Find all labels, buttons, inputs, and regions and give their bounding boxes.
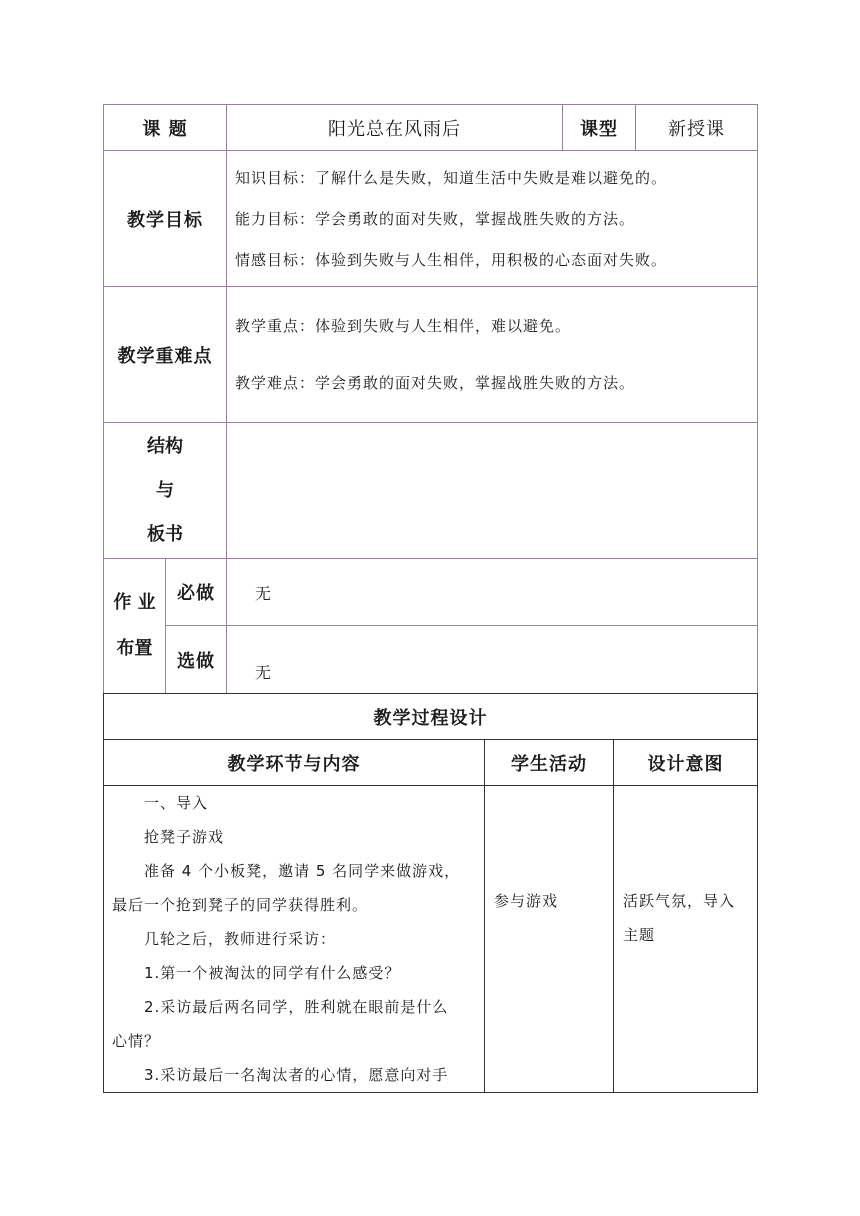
column-header-intent: 设计意图 (614, 740, 758, 786)
content-line: 几轮之后，教师进行采访： (112, 930, 337, 948)
homework-label (104, 559, 166, 694)
homework-optional-label: 选做 (166, 626, 227, 694)
column-header-student: 学生活动 (485, 740, 614, 786)
content-line: 心情？ (112, 1032, 161, 1050)
type-value: 新授课 (636, 105, 758, 151)
homework-label-line: 作 业 (113, 592, 156, 613)
process-title: 教学过程设计 (104, 694, 758, 740)
student-activity: 参与游戏 (485, 786, 614, 1093)
process-content (104, 786, 485, 1093)
content-line: 3.采访最后一名淘汰者的心情，愿意向对手 (112, 1066, 449, 1084)
structure-label-line: 与 (156, 479, 174, 501)
structure-label (104, 423, 227, 559)
homework-optional-value: 无 (227, 626, 758, 694)
key-point: 教学重点：体验到失败与人生相伴，难以避免。 (235, 317, 572, 335)
topic-label: 课 题 (104, 105, 227, 151)
homework-label-line: 布置 (116, 638, 153, 659)
homework-required-label: 必做 (166, 559, 227, 626)
structure-content-empty (227, 423, 758, 559)
content-line: 1.第一个被淘汰的同学有什么感受？ (112, 964, 401, 982)
objective-emotion: 情感目标：体验到失败与人生相伴，用积极的心态面对失败。 (235, 251, 668, 269)
design-intent: 活跃气氛，导入主题 (614, 786, 758, 1093)
lesson-info-table (103, 104, 758, 694)
content-line: 2.采访最后两名同学，胜利就在眼前是什么 (112, 998, 449, 1016)
key-points-label: 教学重难点 (104, 287, 227, 423)
structure-label-line: 结构 (147, 435, 183, 457)
key-points-content (227, 287, 758, 423)
structure-label-line: 板书 (147, 523, 183, 545)
objectives-content (227, 151, 758, 287)
content-line: 抢凳子游戏 (112, 828, 225, 846)
objectives-label: 教学目标 (104, 151, 227, 287)
type-label: 课型 (563, 105, 636, 151)
objective-knowledge: 知识目标：了解什么是失败，知道生活中失败是难以避免的。 (235, 169, 668, 187)
content-line: 准备 4 个小板凳，邀请 5 名同学来做游戏， (112, 862, 461, 880)
content-line: 一、导入 (112, 794, 209, 812)
teaching-process-table (103, 693, 758, 1093)
topic-value: 阳光总在风雨后 (227, 105, 563, 151)
objective-ability: 能力目标：学会勇敢的面对失败，掌握战胜失败的方法。 (235, 210, 636, 228)
difficult-point: 教学难点：学会勇敢的面对失败，掌握战胜失败的方法。 (235, 374, 636, 392)
content-line: 最后一个抢到凳子的同学获得胜利。 (112, 896, 369, 914)
column-header-content: 教学环节与内容 (104, 740, 485, 786)
homework-required-value: 无 (227, 559, 758, 626)
